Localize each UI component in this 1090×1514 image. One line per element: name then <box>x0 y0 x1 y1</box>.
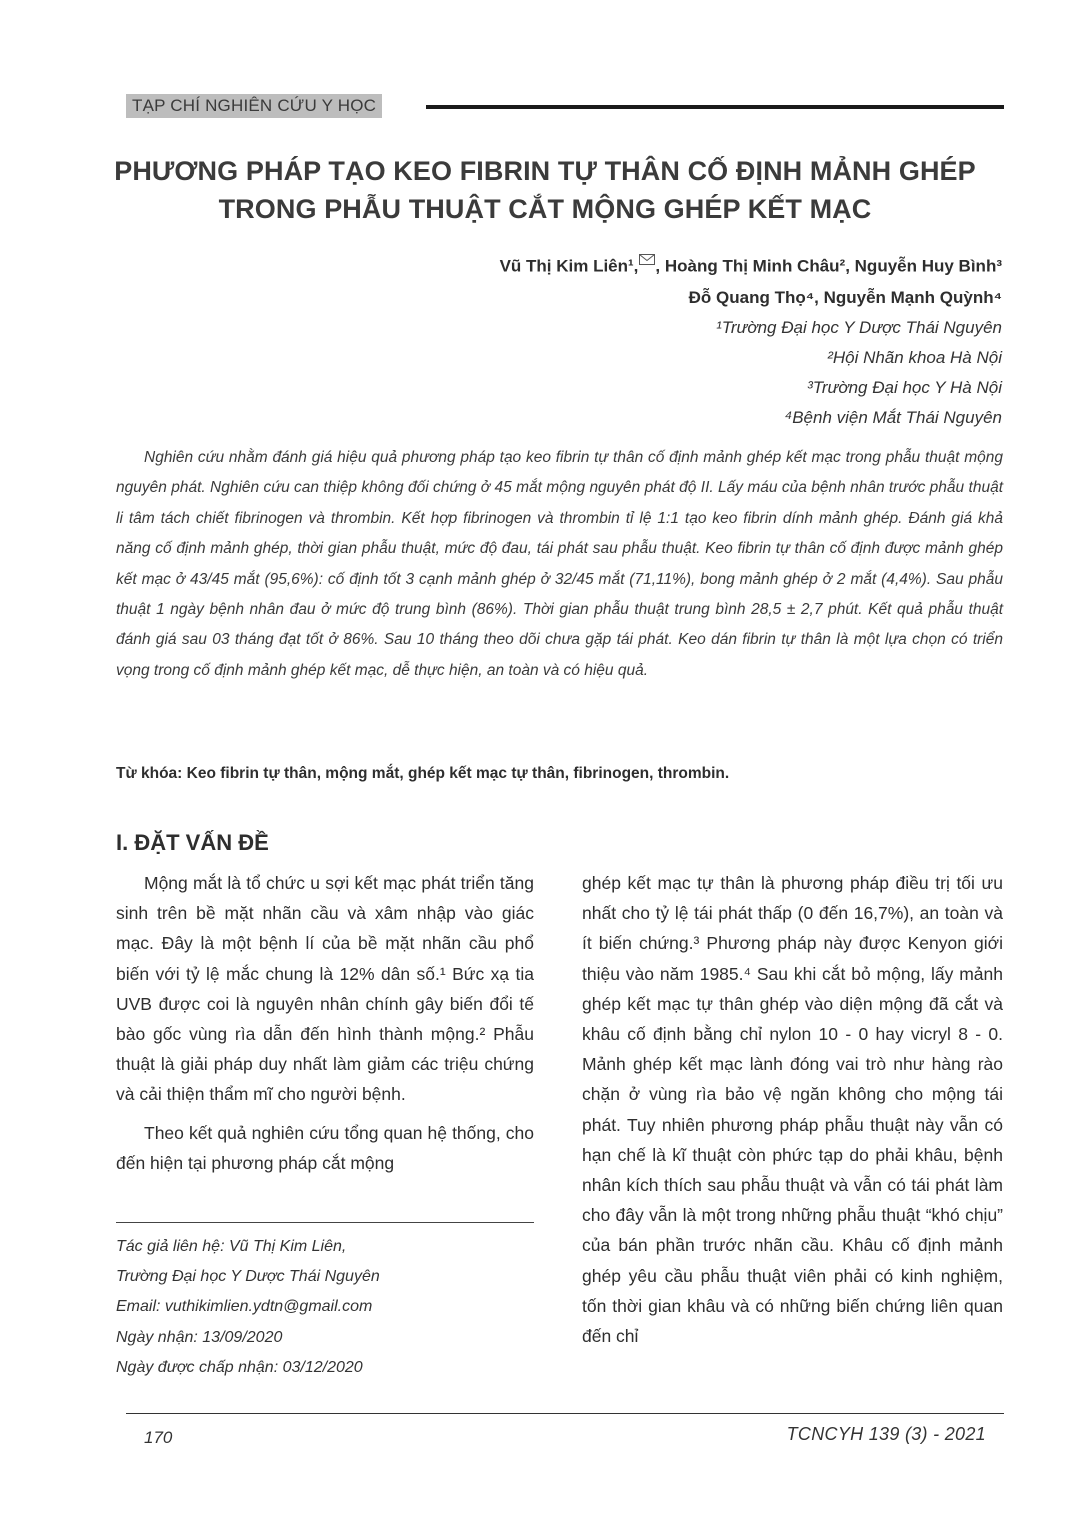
author-line-1 <box>202 244 1002 282</box>
abstract: Nghiên cứu nhằm đánh giá hiệu quả phương pháp tạo keo fibrin tự thân cố định mảnh ghép kết mạc trong phẫu thuật mộng nguyên phát. Nghiên cứu can thiệp không đối chứng ở 45 mắt mộng nguyên phát độ II. Lấy máu của bệnh nhân trước phẫu thuật li tâm tách chiết fibrinogen và thrombin. Kết hợp fibrinogen và thrombin tỉ lệ 1:1 tạo keo fibrin dính mảnh ghép. Đánh giá khả năng cố định mảnh ghép, thời gian phẫu thuật, mức độ đau, tái phát sau phẫu thuật. Keo fibrin tự thân cố định được mảnh ghép kết mạc ở 43/45 mắt (95,6%): cố định tốt 3 cạnh mảnh ghép ở 32/45 mắt (71,11%), bong mảnh ghép ở 2 mắt (4,4%). Sau phẫu thuật 1 ngày bệnh nhân đau ở mức độ trung bình (86%). Thời gian phẫu thuật trung bình 28,5 ± 2,7 phút. Kết quả phẫu thuật đánh giá sau 03 tháng đạt tốt ở 86%. Sau 10 tháng theo dõi chưa gặp tái phát. Keo dán fibrin tự thân là một lựa chọn có triển vọng trong cố định mảnh ghép kết mạc, dễ thực hiện, an toàn và có hiệu quả. <box>116 449 1003 679</box>
left-paragraph-2: Theo kết quả nghiên cứu tổng quan hệ thống, cho đến hiện tại phương pháp cắt mộng <box>116 1122 534 1173</box>
right-column <box>582 868 1003 1351</box>
journal-reference: TCNCYH 139 (3) - 2021 <box>786 1424 986 1444</box>
keywords: Từ khóa: Keo fibrin tự thân, mộng mắt, ghép kết mạc tự thân, fibrinogen, thrombin. <box>116 765 730 782</box>
co-authors-1: , Hoàng Thị Minh Châu², Nguyễn Huy Bình³ <box>655 256 1002 276</box>
left-column <box>116 868 534 1178</box>
left-paragraph-1: Mộng mắt là tổ chức u sợi kết mạc phát triển tăng sinh trên bề mặt nhãn cầu và xâm nhập vào giác mạc. Đây là một bệnh lí của bề mặt nhãn cầu phổ biến với tỷ lệ mắc chung là 12% dân số.¹ Bức xạ tia UVB được coi là nguyên nhân chính gây biến đổi tế bào gốc vùng rìa dẫn đến hình thành mộng.² Phẫu thuật là giải pháp duy nhất làm giảm các triệu chứng và cải thiện thẩm mĩ cho người bệnh. <box>116 873 534 1105</box>
footnote-contact: Tác giả liên hệ: Vũ Thị Kim Liên, <box>116 1238 347 1255</box>
journal-name: TẠP CHÍ NGHIÊN CỨU Y HỌC <box>126 94 382 118</box>
author-line-2: Đỗ Quang Thọ⁴, Nguyễn Mạnh Quỳnh⁴ <box>688 287 1002 307</box>
article-title <box>90 152 1000 228</box>
journal-header <box>126 92 1004 120</box>
section-heading: I. ĐẶT VẤN ĐỀ <box>116 830 269 855</box>
footnote-accepted: Ngày được chấp nhận: 03/12/2020 <box>116 1358 363 1376</box>
right-paragraph-1: ghép kết mạc tự thân là phương pháp điều trị tối ưu nhất cho tỷ lệ tái phát thấp (0 đến 16,7%), an toàn và ít biến chứng.³ Phương pháp này được Kenyon giới thiệu vào năm 1985.⁴ Sau khi cắt bỏ mộng, lấy mảnh ghép kết mạc tự thân ghép vào diện mộng đã cắt và khâu cố định bằng chỉ nylon 10 - 0 hay vicryl 8 - 0. Mảnh ghép kết mạc lành đóng vai trò như hàng rào chặn ở vùng rìa bảo vệ ngăn không cho mộng tái phát. Tuy nhiên phương pháp phẫu thuật này vẫn có hạn chế là kĩ thuật còn phức tạp do phải khâu, bệnh nhân kích thích sau phẫu thuật và vẫn có tái phát làm cho đây vẫn là một trong những phẫu thuật “khó chịu” của bán phần trước nhãn cầu. Khâu cố định mảnh ghép yêu cầu phẫu thuật viên phải có kinh nghiệm, tốn thời gian khâu và có những biến chứng liên quan đến chỉ <box>582 873 1003 1347</box>
footnote-email: Email: vuthikimlien.ydtn@gmail.com <box>116 1298 373 1316</box>
affiliation-4: ⁴Bệnh viện Mắt Thái Nguyên <box>784 407 1002 427</box>
footnote-institution: Trường Đại học Y Dược Thái Nguyên <box>116 1268 380 1286</box>
affiliation-1: ¹Trường Đại học Y Dược Thái Nguyên <box>716 317 1002 337</box>
title-line-1: PHƯƠNG PHÁP TẠO KEO FIBRIN TỰ THÂN CỐ ĐỊNH MẢNH GHÉP <box>114 156 976 186</box>
page-number: 170 <box>144 1428 173 1447</box>
header-rule <box>426 105 1004 109</box>
footer-rule <box>126 1413 1004 1414</box>
author-block <box>202 244 1002 433</box>
footnote <box>116 1232 534 1383</box>
envelope-icon <box>639 244 655 275</box>
affiliation-2: ²Hội Nhãn khoa Hà Nội <box>827 347 1002 367</box>
footnote-received: Ngày nhận: 13/09/2020 <box>116 1328 283 1346</box>
title-line-2: TRONG PHẪU THUẬT CẮT MỘNG GHÉP KẾT MẠC <box>218 194 872 224</box>
corresponding-author: Vũ Thị Kim Liên¹, <box>499 256 639 276</box>
affiliation-3: ³Trường Đại học Y Hà Nội <box>807 377 1002 397</box>
footnote-rule <box>116 1222 534 1223</box>
